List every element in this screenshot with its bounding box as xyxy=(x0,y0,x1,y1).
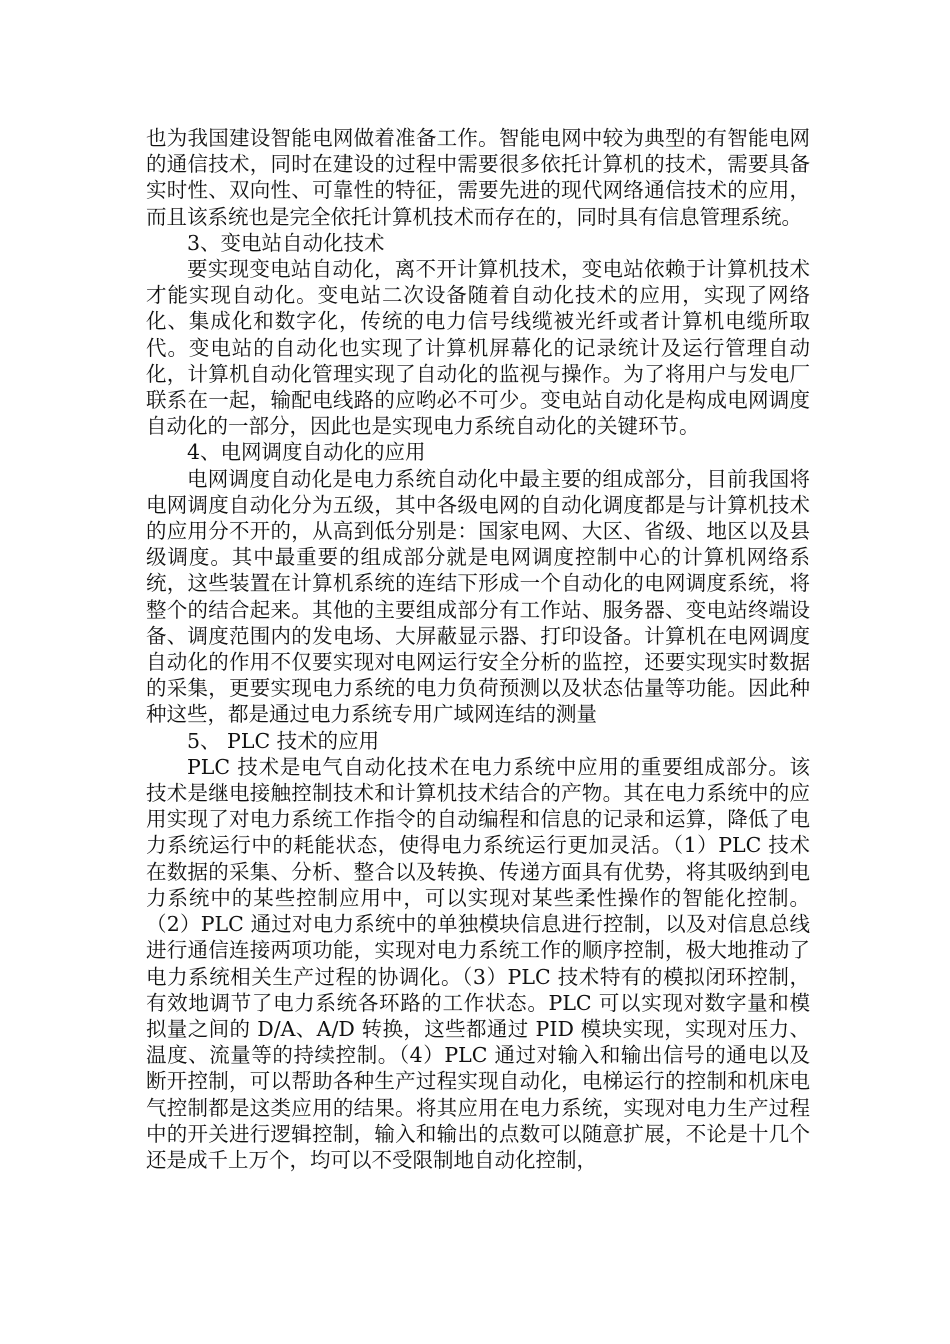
paragraph-smart-grid-continuation: 也为我国建设智能电网做着准备工作。智能电网中较为典型的有智能电网的通信技术，同时在建设的过程中需要很多依托计算机的技术，需要具备实时性、双向性、可靠性的特征，需要先进的现代网络通信技术的应用，而且该系统也是完全依托计算机技术而存在的，同时具有信息管理系统。 xyxy=(146,126,810,229)
section-heading-substation-automation: 3、变电站自动化技术 xyxy=(187,230,385,255)
paragraph-plc: PLC 技术是电气自动化技术在电力系统中应用的重要组成部分。该技术是继电接触控制技术和计算机技术结合的产物。其在电力系统中的应用实现了对电力系统工作指令的自动编程和信息的记录和运算，降低了电力系统运行中的耗能状态，使得电力系统运行更加灵活。（1）PLC 技术在数据的采集、分析、整合以及转换、传递方面具有优势，将其吸纳到电力系统中的某些控制应用中，可以实现对某些柔性操作的智能化控制。（2）PLC 通过对电力系统中的单独模块信息进行控制，以及对信息总线进行通信连接两项功能，实现对电力系统工作的顺序控制，极大地推动了电力系统相关生产过程的协调化。（3）PLC 技术特有的模拟闭环控制，有效地调节了电力系统各环路的工作状态。PLC 可以实现对数字量和模拟量之间的 D/A、A/D 转换，这些都通过 PID 模块实现，实现对压力、温度、流量等的持续控制。（4）PLC 通过对输入和输出信号的通电以及断开控制，可以帮助各种生产过程实现自动化，电梯运行的控制和机床电气控制都是这类应用的结果。将其应用在电力系统，实现对电力生产过程中的开关进行逻辑控制，输入和输出的点数可以随意扩展，不论是十几个还是成千上万个，均可以不受限制地自动化控制， xyxy=(146,754,810,1172)
paragraph-grid-dispatch: 电网调度自动化是电力系统自动化中最主要的组成部分，目前我国将电网调度自动化分为五级，其中各级电网的自动化调度都是与计算机技术的应用分不开的，从高到低分别是：国家电网、大区、省级、地区以及县级调度。其中最重要的组成部分就是电网调度控制中心的计算机网络系统，这些装置在计算机系统的连结下形成一个自动化的电网调度系统，将整个的结合起来。其他的主要组成部分有工作站、服务器、变电站终端设备、调度范围内的发电场、大屏蔽显示器、打印设备。计算机在电网调度自动化的作用不仅要实现对电网运行安全分析的监控，还要实现实时数据的采集，更要实现电力系统的电力负荷预测以及状态估量等功能。因此种种这些，都是通过电力系统专用广域网连结的测量 xyxy=(146,466,810,727)
section-heading-grid-dispatch: 4、电网调度自动化的应用 xyxy=(187,440,426,465)
paragraph-substation-automation: 要实现变电站自动化，离不开计算机技术，变电站依赖于计算机技术才能实现自动化。变电站二次设备随着自动化技术的应用，实现了网络化、集成化和数字化，传统的电力信号线缆被光纤或者计算机电缆所取代。变电站的自动化也实现了计算机屏幕化的记录统计及运行管理自动化，计算机自动化管理实现了自动化的监视与操作。为了将用户与发电厂联系在一起，输配电线路的应哟必不可少。变电站自动化是构成电网调度自动化的一部分，因此也是实现电力系统自动化的关键环节。 xyxy=(146,257,810,439)
document-body xyxy=(146,125,810,1173)
section-heading-plc: 5、 PLC 技术的应用 xyxy=(187,728,380,753)
